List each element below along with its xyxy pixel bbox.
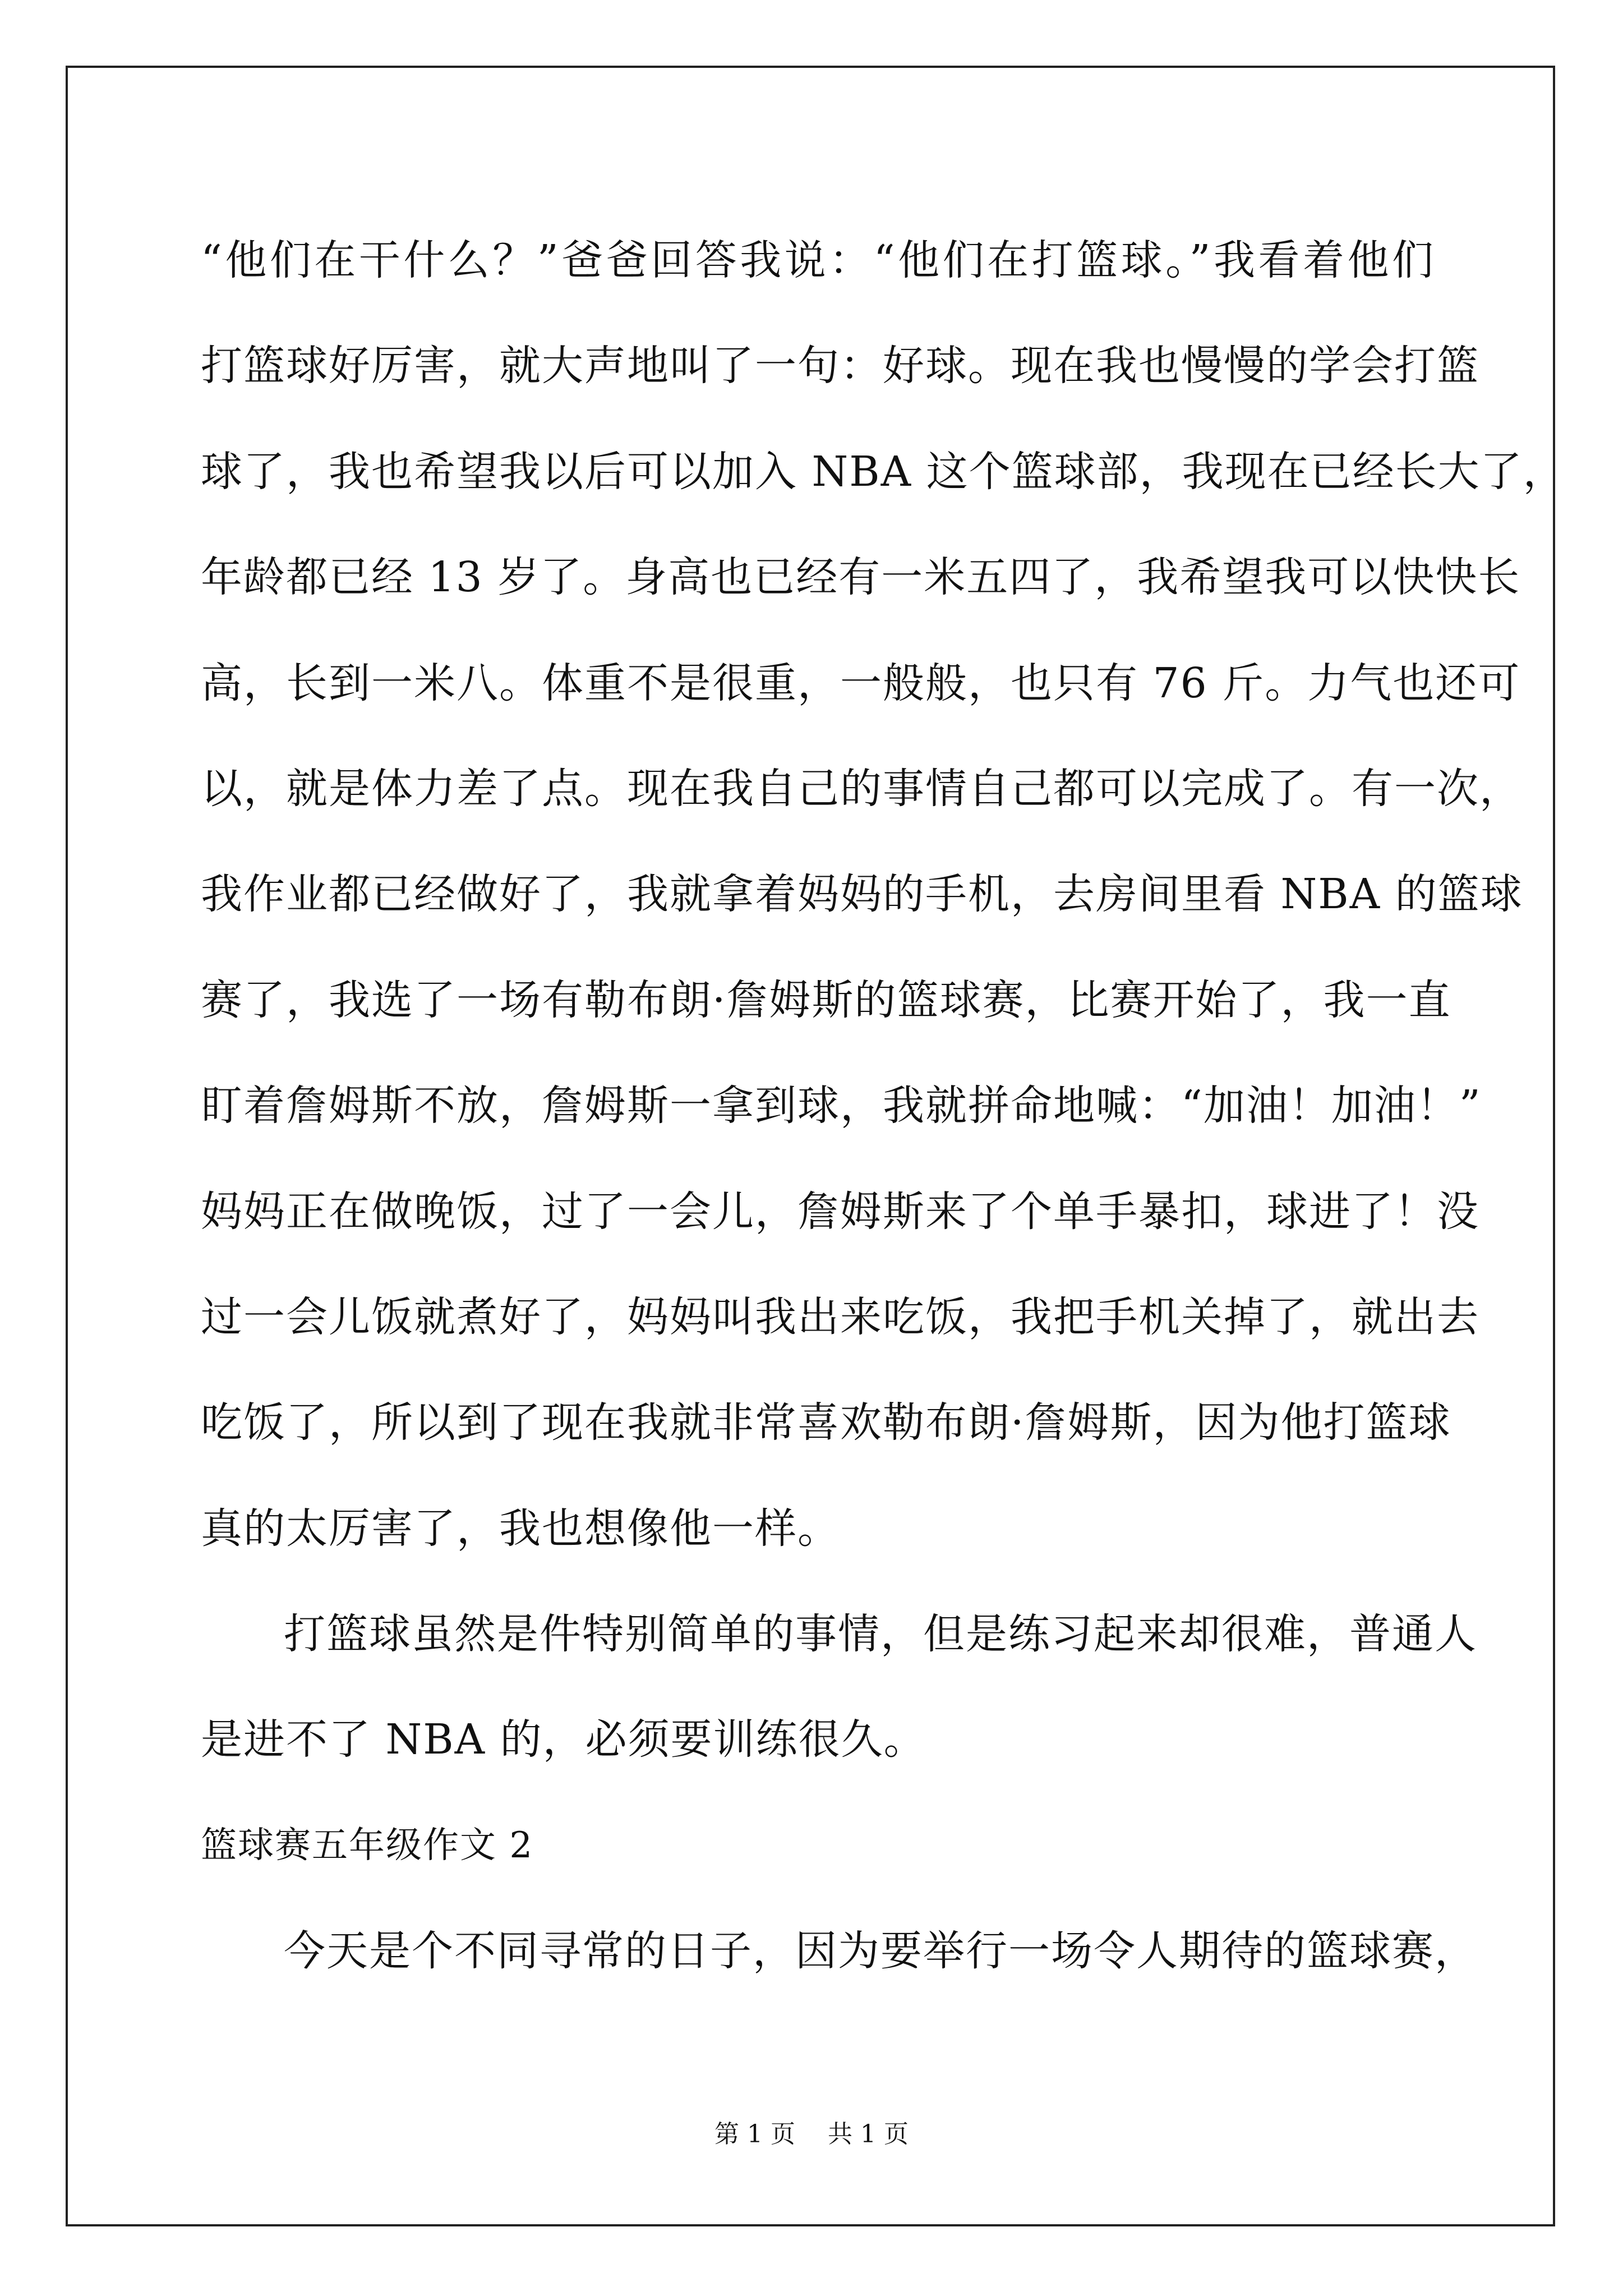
paragraph-line: “他们在干什么？”爸爸回答我说：“他们在打篮球。”我看着他们 [201, 236, 1435, 284]
page-number-footer: 第 1 页 共 1 页 [714, 2120, 909, 2148]
paragraph-line: 高，长到一米八。体重不是很重，一般般，也只有 76 斤。力气也还可 [201, 659, 1521, 707]
paragraph-line: 妈妈正在做晚饭，过了一会儿，詹姆斯来了个单手暴扣，球进了！没 [201, 1187, 1479, 1236]
paragraph-line: 真的太厉害了，我也想像他一样。 [201, 1504, 840, 1553]
paragraph-line: 是进不了 NBA 的，必须要训练很久。 [201, 1715, 926, 1764]
document-body [201, 208, 1566, 2004]
paragraph-line: 年龄都已经 13 岁了。身高也已经有一米五四了，我希望我可以快快长 [201, 553, 1521, 602]
paragraph-line: 我作业都已经做好了，我就拿着妈妈的手机，去房间里看 NBA 的篮球 [201, 870, 1523, 919]
paragraph-line: 球了，我也希望我以后可以加入 NBA 这个篮球部，我现在已经长大了， [201, 447, 1566, 496]
paragraph-line: 盯着詹姆斯不放，詹姆斯一拿到球，我就拼命地喊：“加油！加油！” [201, 1082, 1482, 1130]
paragraph-line: 以，就是体力差了点。现在我自己的事情自己都可以完成了。有一次， [201, 764, 1522, 813]
paragraph-line: 今天是个不同寻常的日子，因为要举行一场令人期待的篮球赛， [284, 1927, 1477, 1976]
paragraph-line: 过一会儿饭就煮好了，妈妈叫我出来吃饭，我把手机关掉了，就出去 [201, 1292, 1479, 1341]
paragraph-line: 赛了，我选了一场有勒布朗·詹姆斯的篮球赛，比赛开始了，我一直 [201, 976, 1451, 1024]
paragraph-line: 打篮球好厉害，就大声地叫了一句：好球。现在我也慢慢的学会打篮 [201, 342, 1479, 390]
paragraph-line: 吃饭了，所以到了现在我就非常喜欢勒布朗·詹姆斯，因为他打篮球 [201, 1398, 1451, 1447]
paragraph-line: 打篮球虽然是件特别简单的事情，但是练习起来却很难，普通人 [284, 1610, 1477, 1659]
section-heading: 篮球赛五年级作文 2 [201, 1824, 534, 1866]
